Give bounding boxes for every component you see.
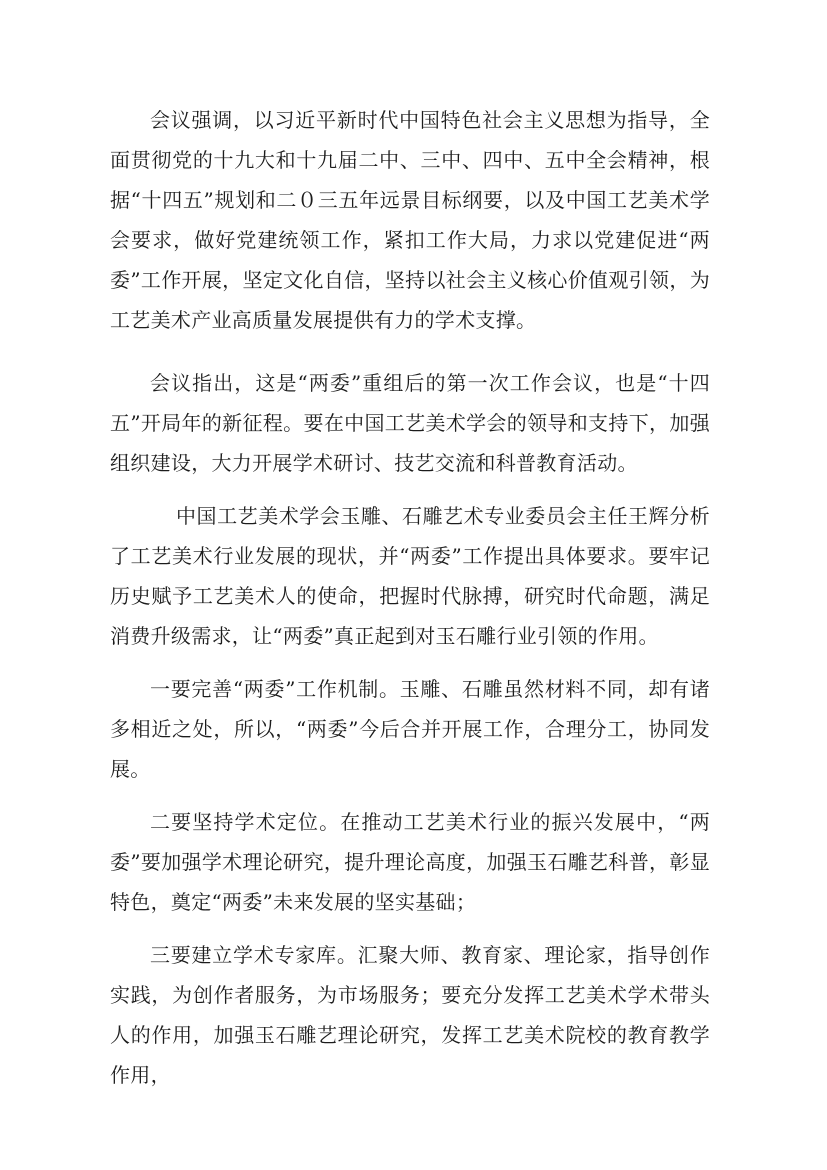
paragraph-meeting-emphasis: 会议强调，以习近平新时代中国特色社会主义思想为指导，全面贯彻党的十九大和十九届二中、三中、四中、五中全会精神，根据“十四五”规划和二０三五年远景目标纲要，以及中国工艺美术学会要求，做好党建统领工作，紧扣工作大局，力求以党建促进“两委”工作开展，坚定文化自信，坚持以社会主义核心价值观引领，为工艺美术产业高质量发展提供有力的学术支撑。 bbox=[110, 108, 710, 332]
paragraph-second-requirement: 二要坚持学术定位。在推动工艺美术行业的振兴发展中，“两委”要加强学术理论研究，提升理论高度，加强玉石雕艺科普，彰显特色，奠定“两委”未来发展的坚实基础； bbox=[110, 810, 710, 914]
paragraph-chairman-analysis: 中国工艺美术学会玉雕、石雕艺术专业委员会主任王辉分析了工艺美术行业发展的现状，并“两委”工作提出具体要求。要牢记历史赋予工艺美术人的使命，把握时代脉搏，研究时代命题，满足消费升级需求，让“两委”真正起到对玉石雕行业引领的作用。 bbox=[110, 504, 710, 648]
paragraph-meeting-points: 会议指出，这是“两委”重组后的第一次工作会议，也是“十四五”开局年的新征程。要在中国工艺美术学会的领导和支持下，加强组织建设，大力开展学术研讨、技艺交流和科普教育活动。 bbox=[110, 371, 710, 475]
paragraph-third-requirement: 三要建立学术专家库。汇聚大师、教育家、理论家，指导创作实践，为创作者服务，为市场服务；要充分发挥工艺美术学术带头人的作用，加强玉石雕艺理论研究，发挥工艺美术院校的教育教学作用， bbox=[110, 943, 710, 1087]
paragraph-first-requirement: 一要完善“两委”工作机制。玉雕、石雕虽然材料不同，却有诸多相近之处，所以，“两委”今后合并开展工作，合理分工，协同发展。 bbox=[110, 677, 710, 781]
